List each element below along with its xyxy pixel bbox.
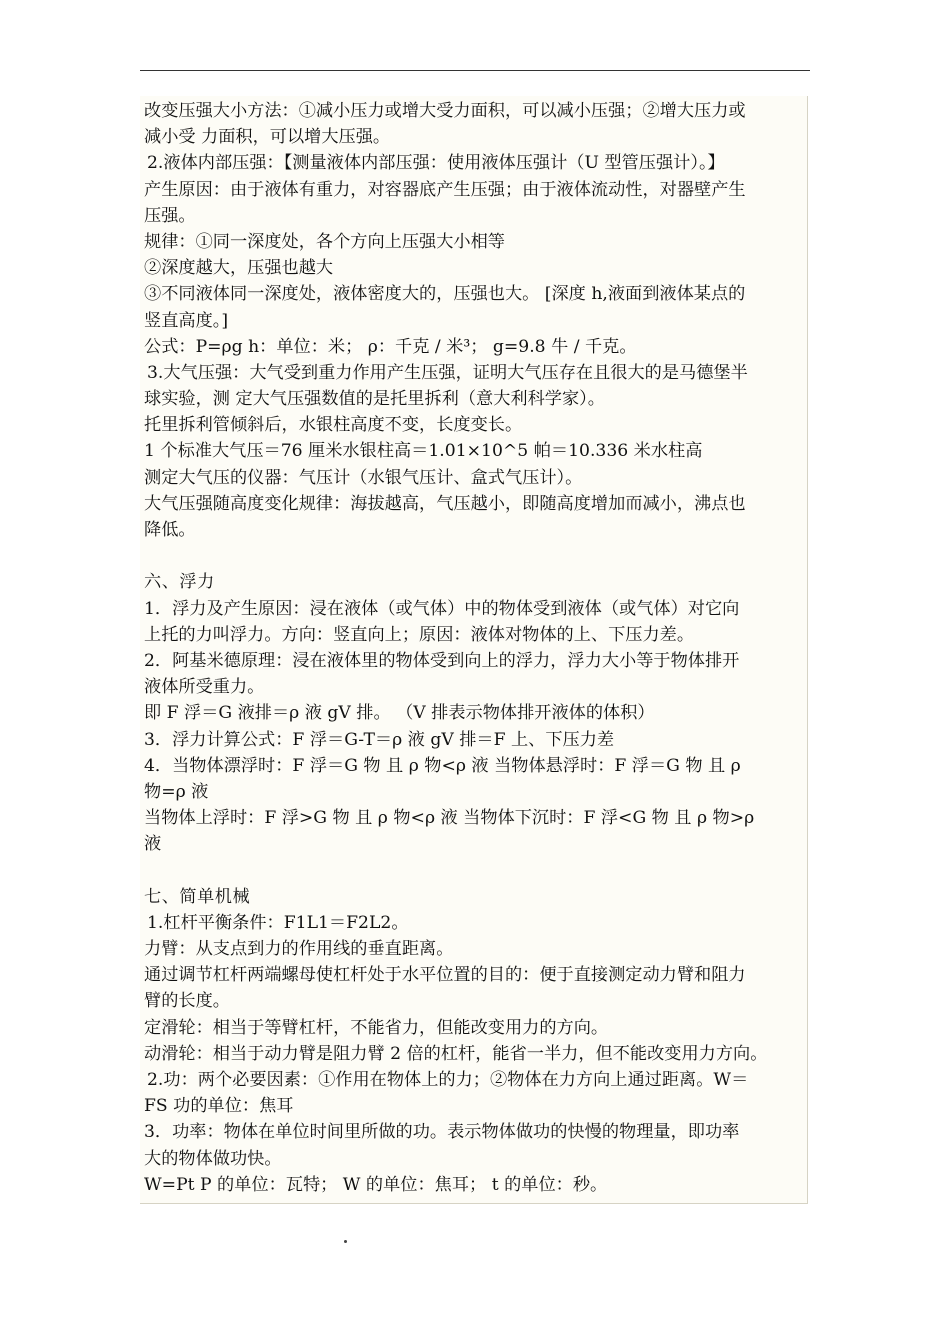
text-line-rule-2: ②深度越大，压强也越大 (144, 258, 334, 279)
text-line-work-2: FS 功的单位：焦耳 (144, 1096, 294, 1117)
blank-line (144, 543, 807, 569)
text-line-atmos-2: 球实验，测 定大气压强数值的是托里拆利（意大利科学家）。 (144, 389, 605, 410)
text-line-archimedes-2: 液体所受重力。 (144, 677, 265, 698)
text-line-altitude-1: 大气压强随高度变化规律：海拔越高，气压越小，即随高度增加而减小，沸点也 (144, 493, 746, 514)
section-heading-buoyancy: 六、浮力 (144, 572, 215, 593)
text-line-rise-sink-2: 液 (144, 834, 162, 855)
text-line-archimedes-formula: 即 F 浮＝G 液排＝ρ 液 gV 排。 （V 排表示物体排开液体的体积） (144, 703, 655, 724)
text-line-liquid-cause-2: 压强。 (144, 205, 196, 226)
text-line-power-1: 3．功率：物体在单位时间里所做的功。表示物体做功的快慢的物理量，即功率 (144, 1122, 740, 1143)
text-line-lever-adjust-2: 臂的长度。 (144, 991, 230, 1012)
section-heading-simple-machines: 七、简单机械 (144, 886, 251, 907)
text-line-float-2: 物=ρ 液 (144, 781, 209, 802)
header-rule (140, 70, 810, 71)
text-line-rise-sink-1: 当物体上浮时：F 浮>G 物 且 ρ 物<ρ 液 当物体下沉时：F 浮<G 物 且 ρ 物>ρ (144, 808, 755, 829)
text-line-fixed-pulley: 定滑轮：相当于等臂杠杆，不能省力，但能改变用力的方向。 (144, 1017, 609, 1038)
text-line-torricelli: 托里拆利管倾斜后，水银柱高度不变，长度变长。 (144, 415, 523, 436)
text-line-lever-adjust-1: 通过调节杠杆两端螺母使杠杆处于水平位置的目的：便于直接测定动力臂和阻力 (144, 965, 746, 986)
document-body (140, 96, 808, 1204)
text-line-work-1: 2.功：两个必要因素：①作用在物体上的力；②物体在力方向上通过距离。W＝ (147, 1069, 749, 1090)
text-line-power-2: 大的物体做功快。 (144, 1148, 282, 1169)
text-line-rule-3a: ③不同液体同一深度处，液体密度大的，压强也大。 [深度 h,液面到液体某点的 (144, 284, 746, 305)
text-line-rule-1: 规律：①同一深度处，各个方向上压强大小相等 (144, 231, 505, 252)
text-line-pressure-methods-1: 改变压强大小方法：①减小压力或增大受力面积，可以减小压强；②增大压力或 (144, 101, 746, 121)
text-line-barometer: 测定大气压的仪器：气压计（水银气压计、盒式气压计）。 (144, 467, 583, 488)
blank-line (144, 857, 807, 883)
text-line-power-units: W=Pt P 的单位：瓦特； W 的单位：焦耳； t 的单位：秒。 (144, 1174, 608, 1195)
text-line-float-1: 4．当物体漂浮时：F 浮＝G 物 且 ρ 物<ρ 液 当物体悬浮时：F 浮＝G 物 且 ρ (144, 755, 741, 776)
text-line-archimedes-1: 2．阿基米德原理：浸在液体里的物体受到向上的浮力，浮力大小等于物体排开 (144, 650, 740, 671)
text-line-pressure-methods-2: 减小受 力面积，可以增大压强。 (144, 127, 391, 148)
text-line-buoyancy-calc: 3．浮力计算公式：F 浮＝G-T＝ρ 液 gV 排＝F 上、下压力差 (144, 729, 615, 750)
footer-mark (344, 1240, 347, 1243)
text-line-buoyancy-2: 上托的力叫浮力。方向：竖直向上；原因：液体对物体的上、下压力差。 (144, 624, 695, 645)
text-line-atmos-1: 3.大气压强：大气受到重力作用产生压强，证明大气压存在且很大的是马德堡半 (147, 362, 748, 383)
text-line-formula: 公式：P=ρg h：单位：米； ρ：千克 / 米³； g=9.8 牛 / 千克。 (144, 336, 637, 357)
text-line-standard-atm: 1 个标准大气压＝76 厘米水银柱高＝1.01×10^5 帕＝10.336 米水柱高 (144, 441, 703, 462)
text-line-buoyancy-1: 1．浮力及产生原因：浸在液体（或气体）中的物体受到液体（或气体）对它向 (144, 598, 740, 619)
text-line-movable-pulley: 动滑轮：相当于动力臂是阻力臂 2 倍的杠杆，能省一半力，但不能改变用力方向。 (144, 1043, 768, 1064)
text-line-rule-3b: 竖直高度。] (144, 310, 229, 331)
text-line-liquid-cause-1: 产生原因：由于液体有重力，对容器底产生压强；由于液体流动性，对器壁产生 (144, 179, 746, 200)
text-line-lever-balance: 1.杠杆平衡条件：F1L1＝F2L2。 (147, 912, 409, 933)
text-line-liquid-pressure: 2.液体内部压强：【测量液体内部压强：使用液体压强计（U 型管压强计）。】 (147, 153, 725, 174)
text-line-altitude-2: 降低。 (144, 520, 196, 540)
text-line-lever-arm: 力臂：从支点到力的作用线的垂直距离。 (144, 939, 454, 959)
